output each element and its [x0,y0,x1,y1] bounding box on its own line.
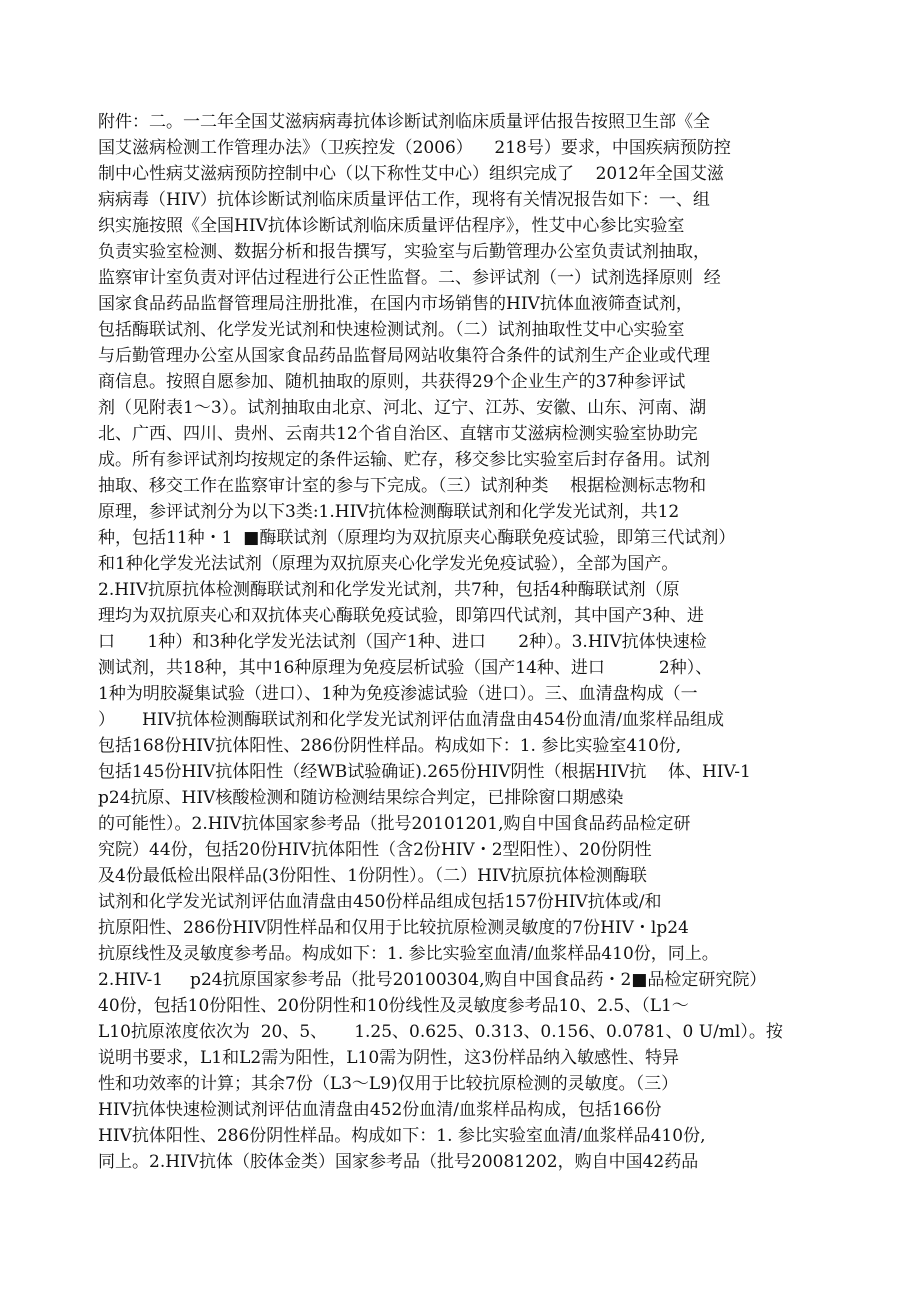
text-line-12: 剂（见附表1～3）。试剂抽取由北京、河北、辽宁、江苏、安徽、山东、河南、湖 [98,398,707,418]
text-line-10: 与后勤管理办公室从国家食品药品监督局网站收集符合条件的试剂生产企业或代理 [98,346,710,366]
text-line-5: 织实施按照《全国HIV抗体诊断试剂临床质量评估程序》，性艾中心参比实验室 [98,216,685,236]
text-line-37: 说明书要求，L1和L2需为阳性，L10需为阴性，这3份样品纳入敏感性、特异 [98,1048,679,1068]
text-line-22: 测试剂，共18种，其中16种原理为免疫层析试验（国产14种、进口 2种）、 [98,658,713,678]
text-line-27: p24抗原、HIV核酸检测和随访检测结果综合判定，已排除窗口期感染 [98,788,624,808]
text-line-29: 究院）44份，包括20份HIV抗体阳性（含2份HIV・2型阳性）、20份阴性 [98,840,652,860]
text-line-7: 监察审计室负责对评估过程进行公正性监督。二、参评试剂（一）试剂选择原则 经 [98,268,721,288]
text-line-11: 商信息。按照自愿参加、随机抽取的原则，共获得29个企业生产的37种参评试 [98,372,686,392]
text-line-32: 抗原阳性、286份HIV阴性样品和仅用于比较抗原检测灵敏度的7份HIV・lp24 [98,918,689,938]
text-line-34: 2.HIV-1 p24抗原国家参考品（批号20100304,购自中国食品药・2■品检定研究院） [98,970,767,990]
text-line-4: 病病毒（HIV）抗体诊断试剂临床质量评估工作，现将有关情况报告如下：一、组 [98,190,710,210]
text-line-33: 抗原线性及灵敏度参考品。构成如下：1. 参比实验室血清/血浆样品410份，同上。 [98,944,719,964]
text-line-23: 1种为明胶凝集试验（进口）、1种为免疫渗滤试验（进口）。三、血清盘构成（一 [98,684,698,704]
text-line-18: 和1种化学发光法试剂（原理为双抗原夹心化学发光免疫试验），全部为国产。 [98,554,679,574]
text-line-19: 2.HIV抗原抗体检测酶联试剂和化学发光试剂，共7种，包括4种酶联试剂（原 [98,580,680,600]
text-line-21: 口 1种）和3种化学发光法试剂（国产1种、进口 2种）。3.HIV抗体快速检 [98,632,707,652]
text-line-38: 性和功效率的计算；其余7份（L3～L9)仅用于比较抗原检测的灵敏度。（三） [98,1074,679,1094]
text-line-3: 制中心性病艾滋病预防控制中心（以下称性艾中心）组织完成了 2012年全国艾滋 [98,164,724,184]
text-line-36: L10抗原浓度依次为 20、5、 1.25、0.625、0.313、0.156、0.0781、0 U/ml）。按 [98,1022,783,1042]
text-line-6: 负责实验室检测、数据分析和报告撰写，实验室与后勤管理办公室负责试剂抽取， [98,242,710,262]
text-line-8: 国家食品药品监督管理局注册批准，在国内市场销售的HIV抗体血液筛查试剂， [98,294,693,314]
text-line-16: 原理，参评试剂分为以下3类:1.HIV抗体检测酶联试剂和化学发光试剂，共12 [98,502,680,522]
text-line-30: 及4份最低检出限样品(3份阳性、1份阴性）。（二）HIV抗原抗体检测酶联 [98,866,647,886]
text-line-14: 成。所有参评试剂均按规定的条件运输、贮存，移交参比实验室后封存备用。试剂 [98,450,710,470]
text-line-28: 的可能性）。2.HIV抗体国家参考品（批号20101201,购自中国食品药品检定研 [98,814,691,834]
text-line-35: 40份，包括10份阳性、20份阴性和10份线性及灵敏度参考品10、2.5、（L1～ [98,996,689,1016]
text-line-9: 包括酶联试剂、化学发光试剂和快速检测试剂。（二）试剂抽取性艾中心实验室 [98,320,685,340]
text-line-20: 理均为双抗原夹心和双抗体夹心酶联免疫试验，即第四代试剂，其中国产3种、进 [98,606,704,626]
text-line-2: 国艾滋病检测工作管理办法》（卫疾控发（2006） 218号）要求，中国疾病预防控 [98,138,731,158]
text-line-41: 同上。2.HIV抗体（胶体金类）国家参考品（批号20081202，购自中国42药品 [98,1152,699,1172]
text-line-24: ） HIV抗体检测酶联试剂和化学发光试剂评估血清盘由454份血清/血浆样品组成 [98,710,725,730]
text-line-31: 试剂和化学发光试剂评估血清盘由450份样品组成包括157份HIV抗体或/和 [98,892,662,912]
text-line-13: 北、广西、四川、贵州、云南共12个省自治区、直辖市艾滋病检测实验室协助完 [98,424,698,444]
text-line-40: HIV抗体阳性、286份阴性样品。构成如下：1. 参比实验室血清/血浆样品410份, [98,1126,706,1146]
text-line-15: 抽取、移交工作在监察审计室的参与下完成。（三）试剂种类 根据检测标志物和 [98,476,707,496]
text-line-39: HIV抗体快速检测试剂评估血清盘由452份血清/血浆样品构成，包括166份 [98,1100,662,1120]
text-line-26: 包括145份HIV抗体阳性（经WB试验确证).265份HIV阴性（根据HIV抗 体、HIV-1 [98,762,751,782]
text-line-17: 种，包括11种・1 ■酶联试剂（原理均为双抗原夹心酶联免疫试验，即第三代试剂） [98,528,736,548]
text-line-25: 包括168份HIV抗体阳性、286份阴性样品。构成如下：1. 参比实验室410份, [98,736,682,756]
text-line-1: 附件：二。一二年全国艾滋病病毒抗体诊断试剂临床质量评估报告按照卫生部《全 [98,112,710,132]
